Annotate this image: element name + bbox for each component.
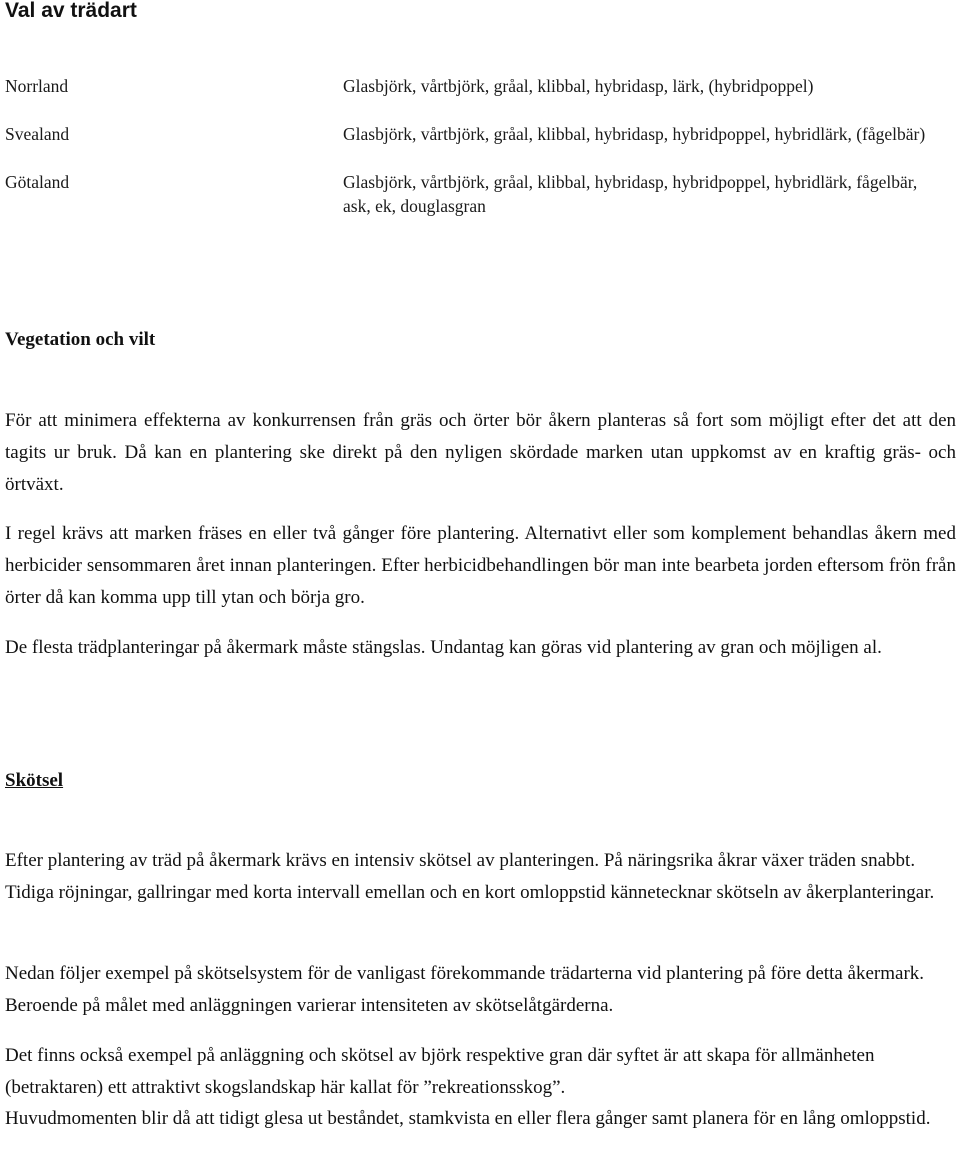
paragraph: Det finns också exempel på anläggning och skötsel av björk respektive gran där syftet är att skapa för allmänheten (betraktaren) ett attraktivt skogslandskap här kallat för ”rekreationsskog”. bbox=[5, 1045, 875, 1098]
species-cell: Glasbjörk, vårtbjörk, gråal, klibbal, hybridasp, hybridpoppel, hybridlärk, fågelbär, ask, ek, douglasgran bbox=[343, 172, 918, 216]
species-cell: Glasbjörk, vårtbjörk, gråal, klibbal, hybridasp, lärk, (hybridpoppel) bbox=[343, 76, 814, 96]
paragraph: Efter plantering av träd på åkermark krävs en intensiv skötsel av planteringen. På näringsrika åkrar växer träden snabbt. Tidiga röjningar, gallringar med korta intervall emellan och en kort omloppstid kännetecknar skötseln av åkerplanteringar. bbox=[5, 850, 935, 903]
paragraph: Huvudmomenten blir då att tidigt glesa ut beståndet, stamkvista en eller flera gånger samt planera för en lång omloppstid. bbox=[5, 1108, 931, 1129]
region-cell: Götaland bbox=[5, 172, 70, 192]
paragraph: Nedan följer exempel på skötselsystem för de vanligast förekommande trädarterna vid plantering på före detta åkermark. Beroende på målet med anläggningen varierar intensiteten av skötselåtgärderna. bbox=[5, 963, 925, 1016]
page-title: Val av trädart bbox=[5, 0, 137, 22]
section-heading-skotsel: Skötsel bbox=[5, 770, 64, 791]
paragraph: I regel krävs att marken fräses en eller två gånger före plantering. Alternativt eller som komplement behandlas åkern med herbicider sensommaren året innan planteringen. Efter herbicidbehandlingen bör man inte bearbeta jorden eftersom frön från örter då kan komma upp till ytan och börja gro. bbox=[5, 523, 956, 608]
paragraph: De flesta trädplanteringar på åkermark måste stängslas. Undantag kan göras vid plantering av gran och möjligen al. bbox=[5, 637, 882, 658]
section-heading-vegetation: Vegetation och vilt bbox=[5, 329, 156, 350]
paragraph: För att minimera effekterna av konkurrensen från gräs och örter bör åkern planteras så fort som möjligt efter det att den tagits ur bruk. Då kan en plantering ske direkt på den nyligen skördade marken utan uppkomst av en kraftig gräs- och örtväxt. bbox=[5, 410, 956, 495]
table-row bbox=[5, 170, 945, 218]
region-cell: Svealand bbox=[5, 124, 70, 144]
species-table bbox=[5, 74, 945, 218]
region-cell: Norrland bbox=[5, 76, 69, 96]
species-cell: Glasbjörk, vårtbjörk, gråal, klibbal, hybridasp, hybridpoppel, hybridlärk, (fågelbär) bbox=[343, 124, 926, 144]
table-row bbox=[5, 74, 945, 122]
table-row bbox=[5, 122, 945, 170]
